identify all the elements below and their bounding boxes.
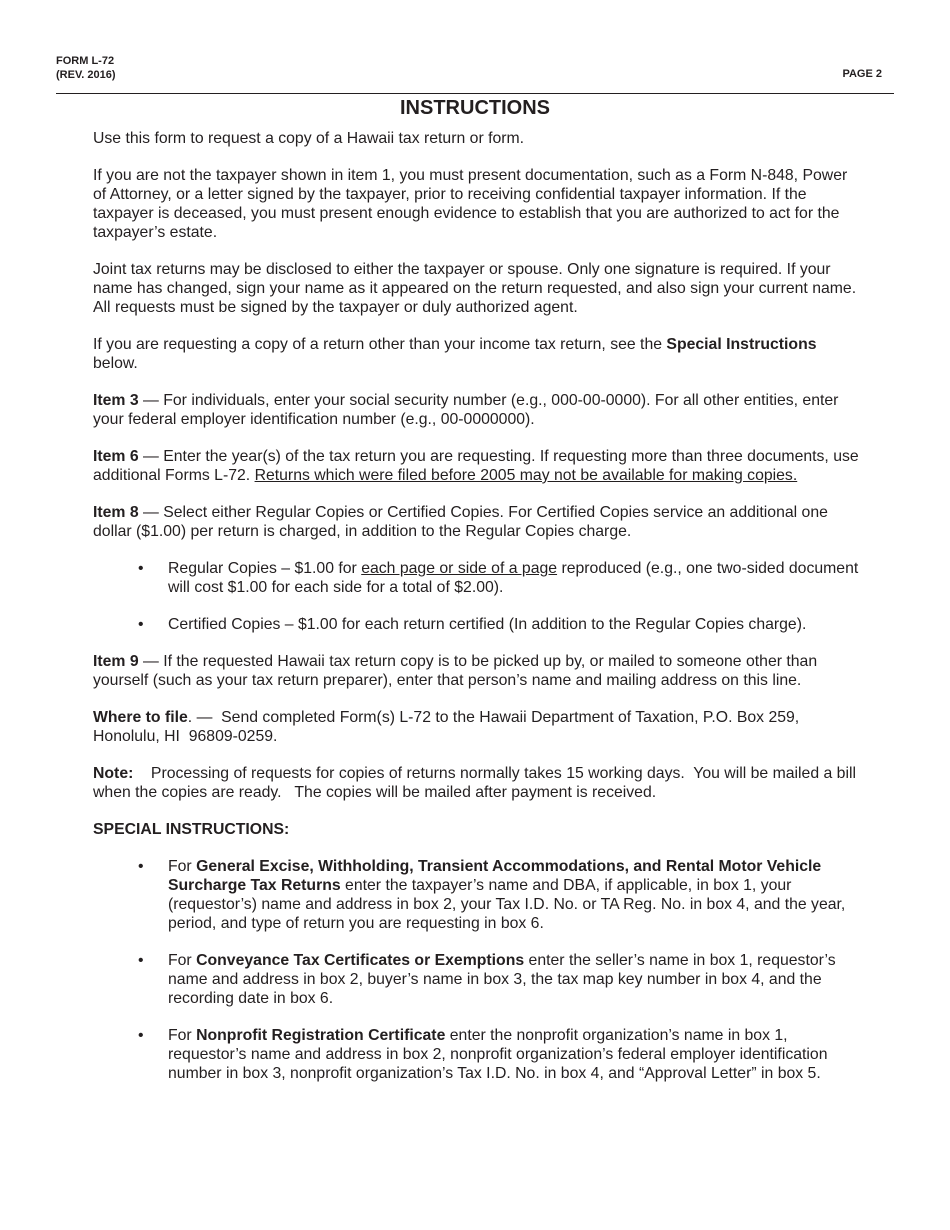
list-item: • For General Excise, Withholding, Transient Accommodations, and Rental Motor Vehicle Surcharge Tax Returns enter the taxpayer’s name and DBA, if applicable, in box 1, your (requestor’s) name and address in box 2, your Tax I.D. No. or TA Reg. No. in box 4, and the year, period, and type of return you are requesting in box 6. xyxy=(138,858,846,932)
item-6-underlined-note: Returns which were filed before 2005 may not be available for making copies. xyxy=(254,467,798,484)
item-3-label: Item 3 xyxy=(93,392,139,409)
item-3-paragraph: Item 3 — For individuals, enter your social security number (e.g., 000-00-0000). For all other entities, enter your federal employer identification number (e.g., 00-0000000). xyxy=(93,392,839,428)
bullet-icon: • xyxy=(138,1027,144,1044)
form-revision: (REV. 2016) xyxy=(56,69,116,81)
joint-returns-paragraph: Joint tax returns may be disclosed to either the taxpayer or spouse. Only one signature is required. If your name has changed, sign your name as it appeared on the return requested, and also sign your current name. All requests must be signed by the taxpayer or duly authorized agent. xyxy=(93,261,857,316)
note-label: Note: xyxy=(93,765,134,782)
not-taxpayer-paragraph: If you are not the taxpayer shown in item 1, you must present documentation, such as a Form N-848, Power of Attorney, or a letter signed by the taxpayer, prior to receiving confidential taxpayer information. If the taxpayer is deceased, you must present enough evidence to establish that you are authorized to act for the taxpayer’s estate. xyxy=(93,167,848,241)
special-instructions-heading: SPECIAL INSTRUCTIONS: xyxy=(93,821,290,838)
bullet-icon: • xyxy=(138,560,144,577)
page-number: PAGE 2 xyxy=(842,68,882,80)
bullet-icon: • xyxy=(138,952,144,969)
intro-paragraph: Use this form to request a copy of a Hawaii tax return or form. xyxy=(93,130,525,147)
list-item: • Certified Copies – $1.00 for each return certified (In addition to the Regular Copies charge). xyxy=(138,616,807,633)
list-item: • For Nonprofit Registration Certificate enter the nonprofit organization’s name in box 1, requestor’s name and address in box 2, nonprofit organization’s federal employer identification number in box 3, nonprofit organization’s Tax I.D. No. in box 4, and “Approval Letter” in box 5. xyxy=(138,1027,828,1082)
list-item: • For Conveyance Tax Certificates or Exemptions enter the seller’s name in box 1, requestor’s name and address in box 2, buyer’s name in box 3, the tax map key number in box 4, and the recording date in box 6. xyxy=(138,952,836,1007)
item-9-label: Item 9 xyxy=(93,653,139,670)
where-to-file-label: Where to file xyxy=(93,709,188,726)
copy-type-list xyxy=(93,559,863,634)
note-paragraph: Note: Processing of requests for copies of returns normally takes 15 working days. You will be mailed a bill when the copies are ready. The copies will be mailed after payment is received. xyxy=(93,765,861,801)
header-divider xyxy=(56,93,894,94)
item-8-paragraph: Item 8 — Select either Regular Copies or Certified Copies. For Certified Copies service an additional one dollar ($1.00) per return is charged, in addition to the Regular Copies charge. xyxy=(93,504,828,540)
special-instructions-list xyxy=(93,857,863,1083)
item-6-label: Item 6 xyxy=(93,448,139,465)
page-title: INSTRUCTIONS xyxy=(400,97,550,119)
where-to-file-paragraph: Where to file. — Send completed Form(s) L-72 to the Hawaii Department of Taxation, P.O. Box 259, Honolulu, HI 96809-0259. xyxy=(93,709,804,745)
item-6-paragraph: Item 6 — Enter the year(s) of the tax return you are requesting. If requesting more than three documents, use additional Forms L-72. Returns which were filed before 2005 may not be available for making copies. xyxy=(93,448,859,484)
item-8-label: Item 8 xyxy=(93,504,139,521)
list-item: • Regular Copies – $1.00 for each page or side of a page reproduced (e.g., one two-sided document will cost $1.00 for each side for a total of $2.00). xyxy=(138,560,859,596)
form-id: FORM L-72 xyxy=(56,55,115,67)
instructions-body xyxy=(93,129,863,1101)
bullet-icon: • xyxy=(138,616,144,633)
item-9-paragraph: Item 9 — If the requested Hawaii tax return copy is to be picked up by, or mailed to someone other than yourself (such as your tax return preparer), enter that person’s name and mailing address on this line. xyxy=(93,653,818,689)
form-header xyxy=(56,54,116,82)
bullet-icon: • xyxy=(138,858,144,875)
other-return-paragraph: If you are requesting a copy of a return other than your income tax return, see the Special Instructions below. xyxy=(93,336,817,372)
